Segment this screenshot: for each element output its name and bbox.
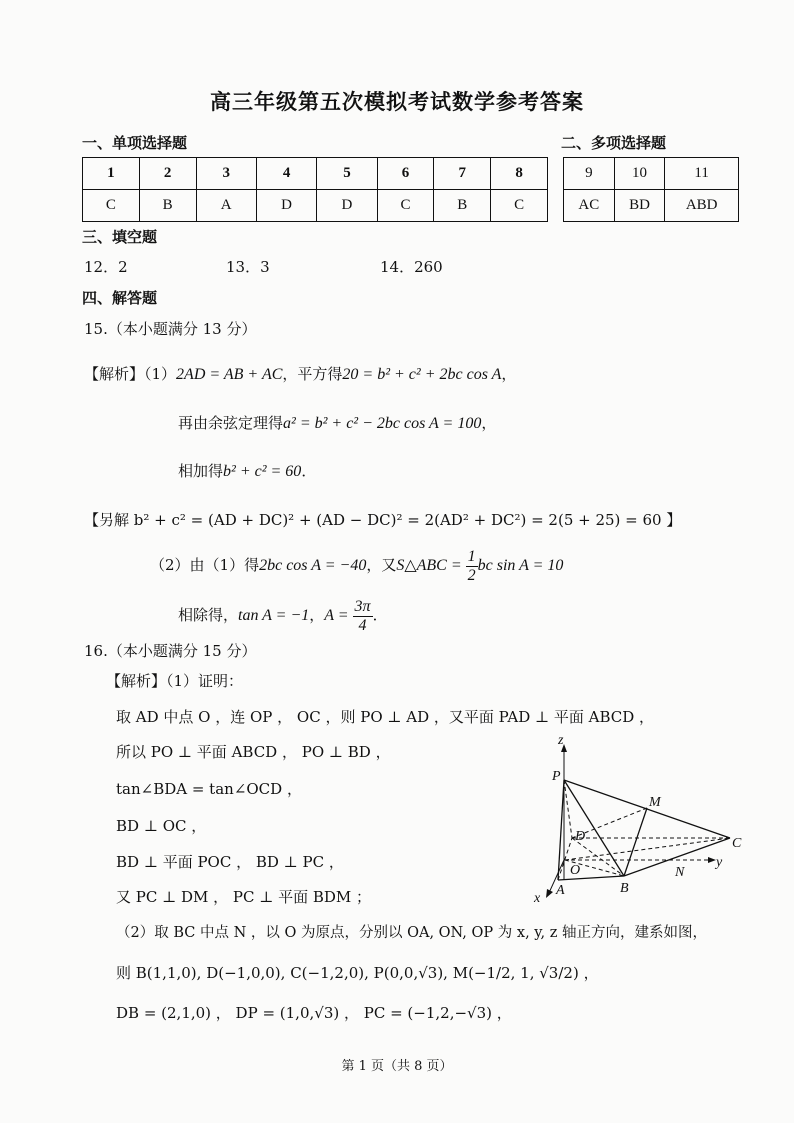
table-cell: ABD [665, 190, 739, 222]
table-cell: D [256, 190, 316, 222]
table-cell: C [377, 190, 434, 222]
text: （2）由（1）得 [150, 556, 260, 575]
text: ， [501, 365, 517, 383]
math-eq: tan A = −1 [238, 607, 310, 625]
fill-answer-12: 12．2 [84, 258, 128, 276]
page-footer: 第 1 页（共 8 页） [341, 1059, 453, 1074]
math-vector-eq: 2AD = AB + AC [176, 366, 283, 383]
table-cell: BD [614, 190, 665, 222]
edge-MB [624, 808, 647, 876]
text: ， [309, 606, 325, 625]
table-cell: 8 [491, 158, 548, 190]
q16-line: 取 AD 中点 O ，连 OP ， OC ，则 PO ⊥ AD ，又平面 PAD ⊥ 平面 ABCD ， [116, 708, 655, 726]
table-cell: C [491, 190, 548, 222]
q15-header: 15.（本小题满分 13 分） [84, 320, 257, 338]
single-choice-answer-row [83, 190, 548, 222]
table-cell: A [196, 190, 256, 222]
table-cell: B [434, 190, 491, 222]
q15-line-1 [84, 363, 516, 384]
y-axis-arrow [708, 857, 716, 863]
table-cell: 6 [377, 158, 434, 190]
edge-AB [558, 876, 624, 880]
table-cell: 9 [564, 158, 615, 190]
section-solve: 四、解答题 [82, 289, 158, 307]
math-eq: A = [324, 607, 353, 625]
text: 再由余弦定理得 [178, 414, 284, 432]
table-cell: 11 [665, 158, 739, 190]
math-eq: b² + c² = 60 [223, 463, 302, 480]
text: ， [481, 414, 497, 432]
label-C: C [732, 836, 742, 851]
fill-answer-14: 14．260 [380, 258, 443, 276]
table-cell: D [317, 190, 377, 222]
section-single-choice: 一、单项选择题 [82, 134, 188, 152]
q16-line: tan∠BDA = tan∠OCD ， [116, 780, 302, 798]
denominator: 2 [467, 566, 476, 584]
table-cell: 3 [196, 158, 256, 190]
q16-line: 则 B(1,1,0), D(−1,0,0), C(−1,2,0), P(0,0,√3), M(−1/2, 1, √3/2) ， [116, 964, 599, 982]
multi-choice-answer-row [564, 190, 739, 222]
math-eq: 20 = b² + c² + 2bc cos A [342, 366, 502, 383]
table-cell: 1 [83, 158, 140, 190]
math-eq: a² = b² + c² − 2bc cos A = 100 [283, 415, 482, 432]
math-eq: bc sin A = 10 [477, 557, 564, 575]
section-multi-choice: 二、多项选择题 [561, 134, 667, 152]
table-cell: 5 [317, 158, 377, 190]
text: ，平方得 [282, 365, 343, 383]
multi-choice-number-row [564, 158, 739, 190]
math-eq: S△ABC = [396, 557, 466, 575]
q16-header: 16.（本小题满分 15 分） [84, 642, 257, 660]
table-cell: 4 [256, 158, 316, 190]
numerator: 1 [467, 548, 476, 565]
edge-OC [565, 838, 730, 860]
q15-line-2 [178, 412, 496, 433]
q15-alt-solution [84, 509, 681, 530]
table-cell: 10 [614, 158, 665, 190]
page-title: 高三年级第五次模拟考试数学参考答案 [210, 89, 584, 114]
label-P: P [552, 769, 561, 784]
text: 相除得， [178, 606, 239, 625]
table-cell: B [139, 190, 196, 222]
q16-line: BD ⊥ 平面 POC ， BD ⊥ PC ， [116, 853, 344, 871]
single-choice-table [82, 157, 548, 222]
label-B: B [620, 881, 629, 896]
q16-line: BD ⊥ OC ， [116, 817, 207, 835]
text: ． [301, 462, 317, 480]
q15-line-3 [178, 460, 316, 481]
math-eq: 【另解 b² + c² = (AD + DC)² + (AD − DC)² = 2(AD² + DC²) = 2(5 + 25) = 60 】 [84, 511, 682, 529]
single-choice-number-row [83, 158, 548, 190]
q16-line: 所以 PO ⊥ 平面 ABCD ， PO ⊥ BD ， [116, 743, 391, 761]
q16-line: （2）取 BC 中点 N ，以 O 为原点，分别以 OA, ON, OP 为 x, y, z 轴正方向，建系如图， [116, 925, 708, 941]
label-y: y [716, 855, 723, 870]
q16-line: DB = (2,1,0) ， DP = (1,0,√3) ， PC = (−1,2,−√3) ， [116, 1004, 512, 1022]
fraction [353, 598, 373, 634]
label-N: N [675, 865, 685, 880]
table-cell: C [83, 190, 140, 222]
table-cell: 2 [139, 158, 196, 190]
fraction [466, 548, 478, 584]
q16-analysis: 【解析】（1）证明： [106, 672, 244, 690]
table-cell: 7 [434, 158, 491, 190]
pyramid-figure [520, 730, 760, 910]
numerator: 3π [354, 598, 371, 615]
table-cell: AC [564, 190, 615, 222]
q15-line-part3 [178, 598, 388, 634]
math-eq: 2bc cos A = −40 [259, 557, 367, 575]
edge-PB [564, 780, 624, 876]
label-D: D [575, 829, 586, 844]
multi-choice-table [563, 157, 739, 222]
denominator: 4 [358, 616, 367, 634]
analysis-label: 【解析】（1） [84, 365, 177, 383]
fill-answer-13: 13．3 [226, 258, 270, 276]
q16-line: 又 PC ⊥ DM ， PC ⊥ 平面 BDM ； [116, 888, 372, 906]
text: 相加得 [178, 462, 224, 480]
text: ． [372, 606, 388, 625]
q15-line-part2 [150, 548, 563, 584]
text: ，又 [366, 556, 397, 575]
edge-PD [564, 780, 572, 838]
label-z: z [558, 733, 564, 748]
label-x: x [534, 891, 541, 906]
x-axis-arrow [546, 889, 553, 898]
label-M: M [649, 795, 661, 810]
section-fill-blank: 三、填空题 [82, 228, 158, 246]
label-O: O [570, 863, 581, 878]
label-A: A [556, 883, 565, 898]
